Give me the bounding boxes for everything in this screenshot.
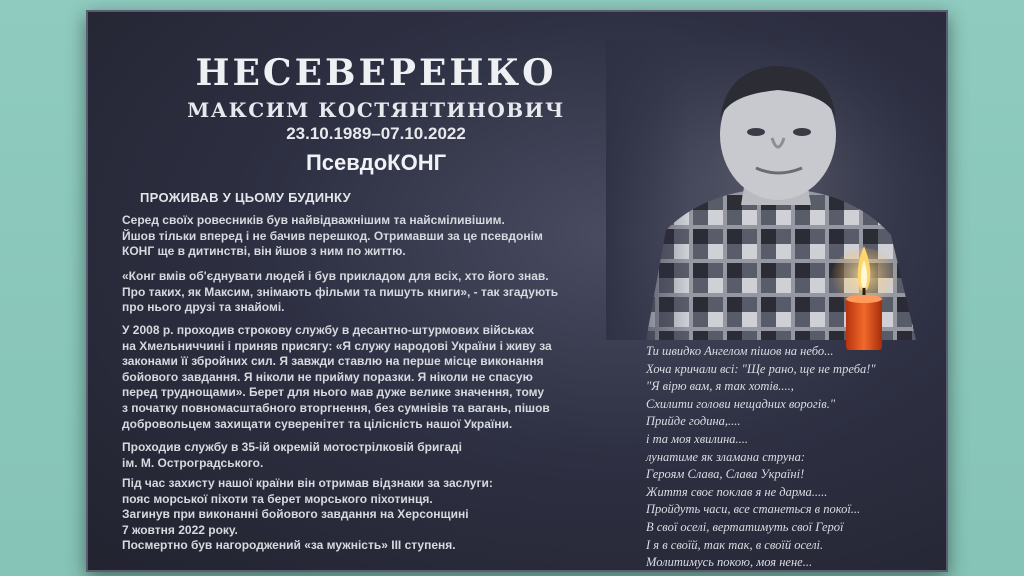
life-dates: 23.10.1989–07.10.2022 — [286, 124, 466, 143]
bio-paragraph-5: Під час захисту нашої країни він отримав відзнаки за заслуги: пояс морської піхоти та берет морського піхотинця. Загинув при виконанні бойового завдання на Херсонщині 7 жовтня 2022 року. Посмертно був нагороджений «за мужність» ІІІ ступеня. — [122, 476, 493, 553]
bio-paragraph-2: «Конг вмів об'єднувати людей і був прикладом для всіх, хто його знав. Про таких, як Максим, знімають фільми та пишуть книги», - так згадують про нього друзі та знайомі. — [122, 269, 559, 315]
memorial-poem: Ти швидко Ангелом пішов на небо... Хоча кричали всі: "Ще рано, ще не треба!" "Я вірю вам, я так хотів...., Схилити голови нещадних ворогів." Прийде година,.... і та моя хвилина.... лунатиме як зламана струна: Героям Слава, Слава Україні! Життя своє поклав я не дарма..... Пройдуть часи, все станеться в покої... В свої оселі, вертатимуть свої Герої І я в своїй, так так, в своїй оселі. Молитимусь покою, моя нене... — [646, 344, 876, 570]
bio-paragraph-1: Серед своїх ровесників був найвідважнішим та найсміливішим. Йшов тільки вперед і не бачив перешкод. Отримавши за це псевдонім КОНГ ще в дитинстві, він йшов з ним по життю. — [122, 213, 543, 259]
memorial-candle-icon — [824, 242, 904, 352]
nickname: ПсевдоКОНГ — [305, 150, 447, 175]
memorial-plaque — [86, 10, 948, 572]
bio-paragraph-3: У 2008 р. проходив строкову службу в десантно-штурмових військах на Хмельниччині і приняв присягу: «Я служу народові України і живу за законами її збройних сил. Я завжди ставлю на перше місце виконання бойового завдання. Я ніколи не прийму поразки. Я ніколи не спасую перед труднощами». Берет для нього мав дуже велике значення, тому з початку повномасштабного вторгнення, без сумнівів та вагань, пішов добровольцем захищати суверенітет та цілісність нашої України. — [122, 323, 552, 431]
name-patronymic: МАКСИМ КОСТЯНТИНОВИЧ — [187, 98, 565, 122]
surname-title: НЕСЕВЕРЕНКО — [195, 52, 557, 94]
bio-paragraph-4: Проходив службу в 35-ій окремій мотострілковій бригаді ім. М. Остроградського. — [122, 440, 462, 470]
lived-here-heading: ПРОЖИВАВ У ЦЬОМУ БУДИНКУ — [140, 190, 351, 205]
